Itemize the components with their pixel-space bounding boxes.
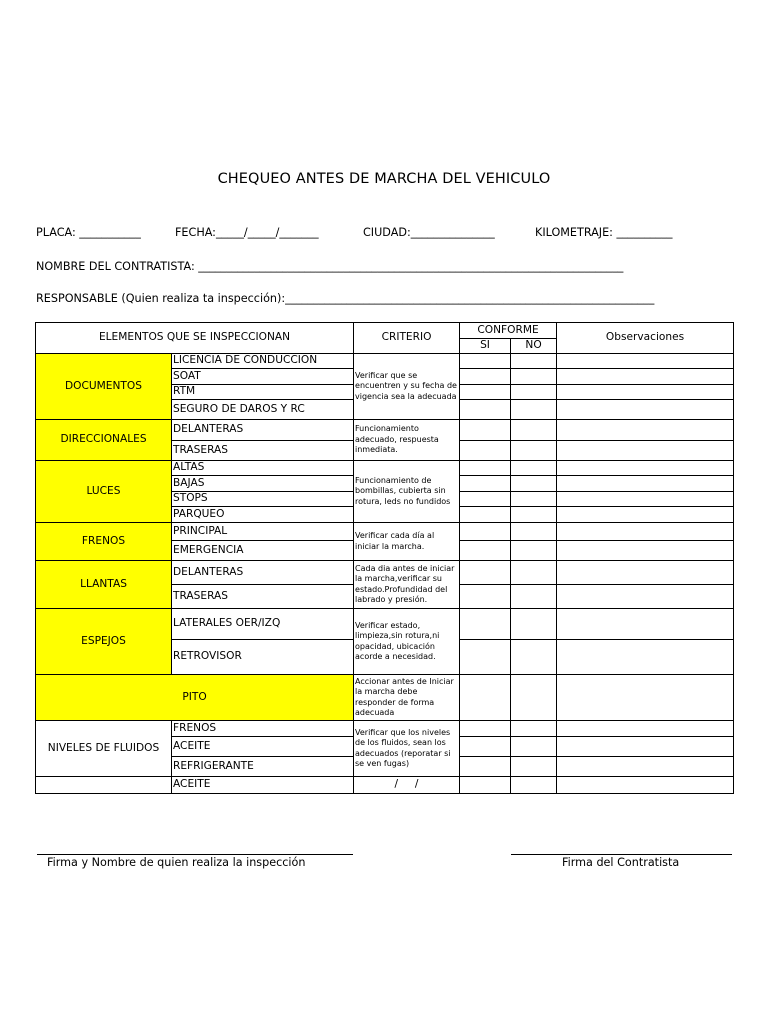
check-si[interactable]: [460, 476, 511, 492]
observation-cell[interactable]: [557, 492, 734, 507]
observation-cell[interactable]: [557, 354, 734, 369]
check-no[interactable]: [511, 492, 557, 507]
signature-label-contratista: Firma del Contratista: [562, 856, 680, 869]
check-no[interactable]: [511, 369, 557, 385]
item-bajas: BAJAS: [172, 476, 354, 492]
check-no[interactable]: [511, 420, 557, 441]
criterio-llantas: Cada dia antes de iniciar la marcha,verificar su estado.Profundidad del labrado y presión.: [354, 561, 460, 609]
check-si[interactable]: [460, 369, 511, 385]
item-refrigerante: REFRIGERANTE: [172, 757, 354, 777]
category-documentos: DOCUMENTOS: [36, 354, 172, 420]
check-no[interactable]: [511, 541, 557, 561]
item-frenos: FRENOS: [172, 721, 354, 737]
check-si[interactable]: [460, 675, 511, 721]
check-no[interactable]: [511, 675, 557, 721]
criterio-documentos: Verificar que se encuentren y su fecha de vigencia sea la adecuada: [354, 354, 460, 420]
criterio-luces: Funcionamiento de bombillas, cubierta sin rotura, leds no fundidos: [354, 461, 460, 523]
observation-cell[interactable]: [557, 777, 734, 794]
observation-cell[interactable]: [557, 721, 734, 737]
observation-cell[interactable]: [557, 369, 734, 385]
check-no[interactable]: [511, 385, 557, 400]
observation-cell[interactable]: [557, 400, 734, 420]
check-si[interactable]: [460, 757, 511, 777]
signature-line-inspector[interactable]: [37, 854, 353, 855]
observation-cell[interactable]: [557, 585, 734, 609]
check-no[interactable]: [511, 737, 557, 757]
criterio-frenos: Verificar cada día al iniciar la marcha.: [354, 523, 460, 561]
signature-line-contratista[interactable]: [511, 854, 732, 855]
category-frenos: FRENOS: [36, 523, 172, 561]
check-no[interactable]: [511, 507, 557, 523]
contratista-field[interactable]: NOMBRE DEL CONTRATISTA: ____________________________________________________________________________: [36, 260, 624, 273]
observation-cell[interactable]: [557, 640, 734, 675]
kilometraje-field[interactable]: KILOMETRAJE: __________: [535, 226, 673, 239]
aceite-date-field[interactable]: / /: [354, 777, 460, 794]
check-no[interactable]: [511, 523, 557, 541]
observation-cell[interactable]: [557, 541, 734, 561]
criterio-pito: Accionar antes de Iniciar la marcha debe responder de forma adecuada: [354, 675, 460, 721]
check-no[interactable]: [511, 476, 557, 492]
observation-cell[interactable]: [557, 561, 734, 585]
item-aceite-date: ACEITE: [172, 777, 354, 794]
check-si[interactable]: [460, 354, 511, 369]
item-traseras: TRASERAS: [172, 585, 354, 609]
observation-cell[interactable]: [557, 476, 734, 492]
check-si[interactable]: [460, 441, 511, 461]
check-si[interactable]: [460, 721, 511, 737]
check-si[interactable]: [460, 777, 511, 794]
header-conforme: CONFORME: [460, 323, 557, 339]
item-emergencia: EMERGENCIA: [172, 541, 354, 561]
item-licencia: LICENCIA DE CONDUCCION: [172, 354, 354, 369]
header-criterio: CRITERIO: [354, 323, 460, 354]
observation-cell[interactable]: [557, 675, 734, 721]
criterio-fluidos: Verificar que los niveles de los fluidos, sean los adecuados (reporatar si se ven fugas): [354, 721, 460, 777]
check-si[interactable]: [460, 385, 511, 400]
check-no[interactable]: [511, 777, 557, 794]
observation-cell[interactable]: [557, 757, 734, 777]
category-luces: LUCES: [36, 461, 172, 523]
ciudad-field[interactable]: CIUDAD:_______________: [363, 226, 495, 239]
check-no[interactable]: [511, 561, 557, 585]
check-no[interactable]: [511, 609, 557, 640]
check-si[interactable]: [460, 609, 511, 640]
observation-cell[interactable]: [557, 523, 734, 541]
check-si[interactable]: [460, 400, 511, 420]
item-stops: STOPS: [172, 492, 354, 507]
item-retrovisor: RETROVISOR: [172, 640, 354, 675]
header-no: NO: [511, 339, 557, 354]
check-no[interactable]: [511, 441, 557, 461]
item-rtm: RTM: [172, 385, 354, 400]
check-no[interactable]: [511, 461, 557, 476]
check-no[interactable]: [511, 354, 557, 369]
check-no[interactable]: [511, 400, 557, 420]
category-direccionales: DIRECCIONALES: [36, 420, 172, 461]
observation-cell[interactable]: [557, 609, 734, 640]
observation-cell[interactable]: [557, 385, 734, 400]
check-si[interactable]: [460, 461, 511, 476]
check-si[interactable]: [460, 523, 511, 541]
item-delanteras: DELANTERAS: [172, 561, 354, 585]
check-no[interactable]: [511, 757, 557, 777]
category-pito: PITO: [36, 675, 354, 721]
observation-cell[interactable]: [557, 507, 734, 523]
item-traseras: TRASERAS: [172, 441, 354, 461]
item-aceite: ACEITE: [172, 737, 354, 757]
placa-field[interactable]: PLACA: ___________: [36, 226, 141, 239]
inspection-table: [35, 322, 734, 794]
check-si[interactable]: [460, 507, 511, 523]
check-si[interactable]: [460, 640, 511, 675]
item-principal: PRINCIPAL: [172, 523, 354, 541]
check-si[interactable]: [460, 737, 511, 757]
check-no[interactable]: [511, 585, 557, 609]
check-si[interactable]: [460, 561, 511, 585]
observation-cell[interactable]: [557, 461, 734, 476]
check-si[interactable]: [460, 585, 511, 609]
blank-cell: [36, 777, 172, 794]
observation-cell[interactable]: [557, 420, 734, 441]
item-delanteras: DELANTERAS: [172, 420, 354, 441]
check-no[interactable]: [511, 640, 557, 675]
observation-cell[interactable]: [557, 441, 734, 461]
item-soat: SOAT: [172, 369, 354, 385]
check-si[interactable]: [460, 492, 511, 507]
header-elementos: ELEMENTOS QUE SE INSPECCIONAN: [36, 323, 354, 354]
category-llantas: LLANTAS: [36, 561, 172, 609]
item-seguro: SEGURO DE DAROS Y RC: [172, 400, 354, 420]
check-no[interactable]: [511, 721, 557, 737]
check-si[interactable]: [460, 541, 511, 561]
category-espejos: ESPEJOS: [36, 609, 172, 675]
fecha-field[interactable]: FECHA:_____/_____/_______: [175, 226, 319, 239]
category-niveles-fluidos: NIVELES DE FLUIDOS: [36, 721, 172, 777]
header-si: SI: [460, 339, 511, 354]
page-title: CHEQUEO ANTES DE MARCHA DEL VEHICULO: [217, 171, 551, 187]
criterio-direccionales: Funcionamiento adecuado, respuesta inmediata.: [354, 420, 460, 461]
item-parqueo: PARQUEO: [172, 507, 354, 523]
item-laterales: LATERALES OER/IZQ: [172, 609, 354, 640]
header-observaciones: Observaciones: [557, 323, 734, 354]
criterio-espejos: Verificar estado, limpieza,sin rotura,ni opacidad, ubicación acorde a necesidad.: [354, 609, 460, 675]
observation-cell[interactable]: [557, 737, 734, 757]
item-altas: ALTAS: [172, 461, 354, 476]
signature-label-inspector: Firma y Nombre de quien realiza la inspección: [47, 856, 306, 869]
check-si[interactable]: [460, 420, 511, 441]
responsable-field[interactable]: RESPONSABLE (Quien realiza ta inspección):__________________________________________________________________: [36, 292, 655, 305]
